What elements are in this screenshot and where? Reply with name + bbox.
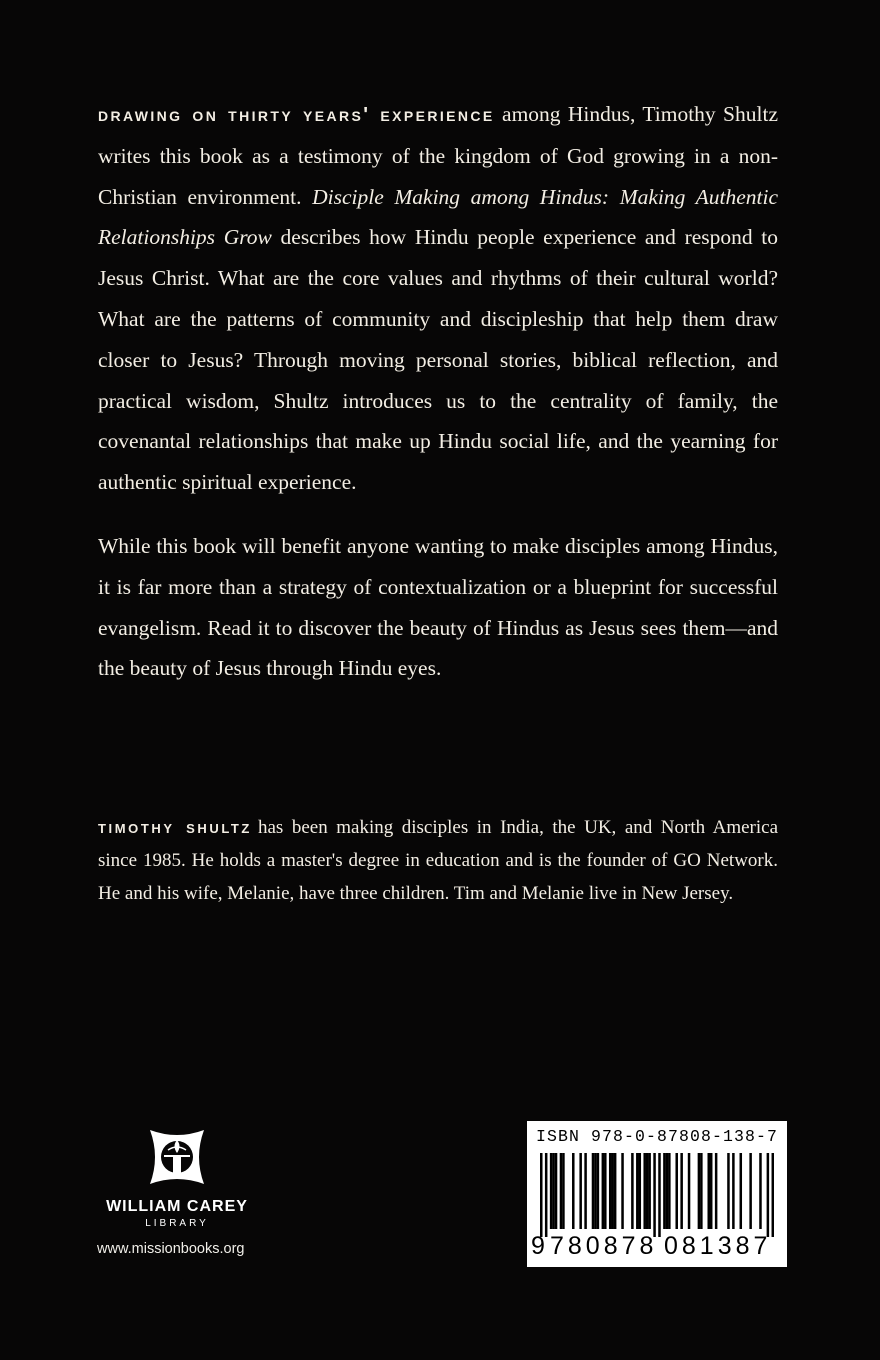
publisher-block	[92, 1126, 262, 1229]
author-bio	[98, 811, 778, 910]
barcode-bar	[643, 1153, 646, 1229]
isbn-label: ISBN 978-0-87808-138-7	[536, 1127, 779, 1146]
barcode-bar	[646, 1153, 649, 1229]
barcode-bar	[732, 1153, 735, 1229]
barcode-bar	[597, 1153, 600, 1229]
barcode-bar	[767, 1153, 770, 1237]
barcode-bar	[648, 1153, 651, 1229]
barcode-bar	[552, 1153, 555, 1229]
barcode-bar	[592, 1153, 595, 1229]
barcode-bar	[663, 1153, 666, 1229]
barcode-bar	[594, 1153, 597, 1229]
barcode-bar	[604, 1153, 607, 1229]
barcode-bar	[710, 1153, 713, 1229]
barcode-bars	[540, 1153, 774, 1237]
publisher-url: www.missionbooks.org	[97, 1241, 245, 1257]
barcode-bar	[675, 1153, 678, 1229]
blurb-paragraph-1	[98, 94, 778, 503]
barcode-bar	[631, 1153, 634, 1229]
barcode-bar	[772, 1153, 774, 1237]
barcode-bar	[540, 1153, 543, 1237]
barcode-bar	[621, 1153, 624, 1229]
barcode-bar	[572, 1153, 575, 1229]
barcode-bar	[668, 1153, 671, 1229]
author-name: timothy shultz	[98, 817, 252, 837]
barcode-bar	[680, 1153, 683, 1229]
barcode-bar	[658, 1153, 661, 1237]
book-title: Disciple Making among Hindus: Making Authentic Relationships Grow	[98, 184, 778, 250]
barcode-first-digit: 9	[531, 1232, 545, 1260]
barcode-bar	[759, 1153, 762, 1229]
barcode-left-group: 780878	[550, 1232, 658, 1260]
barcode-bar	[740, 1153, 743, 1229]
blurb-paragraph-2: While this book will benefit anyone wanting to make disciples among Hindus, it is far more than a strategy of contextualization or a blueprint for successful evangelism. Read it to discover the beauty of Hindus as Jesus sees them—and the beauty of Jesus through Hindu eyes.	[98, 533, 778, 681]
barcode-bar	[698, 1153, 701, 1229]
barcode-bar	[749, 1153, 752, 1229]
barcode-bar	[609, 1153, 612, 1229]
barcode-bar	[555, 1153, 558, 1229]
isbn-barcode	[527, 1121, 787, 1267]
barcode-bar	[700, 1153, 703, 1229]
barcode-bar	[584, 1153, 587, 1229]
publisher-subtitle: LIBRARY	[145, 1218, 209, 1229]
barcode-bar	[562, 1153, 565, 1229]
barcode-bar	[688, 1153, 691, 1229]
blurb-lead-in: drawing on thirty years' experience	[98, 104, 495, 126]
barcode-bar	[707, 1153, 710, 1229]
barcode-bar	[636, 1153, 639, 1229]
barcode-bar	[579, 1153, 582, 1229]
barcode-bar	[614, 1153, 617, 1229]
barcode-bar	[550, 1153, 553, 1229]
barcode-bar	[727, 1153, 730, 1229]
publisher-name: WILLIAM CAREY	[106, 1198, 248, 1215]
author-bio-text: has been making disciples in India, the UK, and North America since 1985. He holds a master's degree in education and is the founder of GO Network. He and his wife, Melanie, have three children. Tim and Melanie live in New Jersey.	[98, 817, 779, 904]
barcode-bar	[560, 1153, 563, 1229]
barcode-bar	[653, 1153, 656, 1237]
barcode-bar	[611, 1153, 614, 1229]
blurb-text-a: among Hindus, Timothy Shultz writes this book as a testimony of the kingdom of God growing in a non-Christian environment.	[98, 102, 778, 209]
barcode-right-group: 081387	[664, 1232, 772, 1260]
blurb-text-b: describes how Hindu people experience and respond to Jesus Christ. What are the core values and rhythms of their cultural world? What are the patterns of community and discipleship that help them draw closer to Jesus? Through moving personal stories, biblical reflection, and practical wisdom, Shultz introduces us to the centrality of family, the covenantal relationships that make up Hindu social life, and the yearning for authentic spiritual experience.	[98, 225, 779, 495]
barcode-bar	[602, 1153, 605, 1229]
barcode-bar	[715, 1153, 718, 1229]
cover-blurb	[98, 94, 778, 689]
barcode-bar	[545, 1153, 548, 1237]
william-carey-library-logo-icon	[146, 1126, 208, 1188]
barcode-bar	[639, 1153, 642, 1229]
barcode-bar	[666, 1153, 669, 1229]
